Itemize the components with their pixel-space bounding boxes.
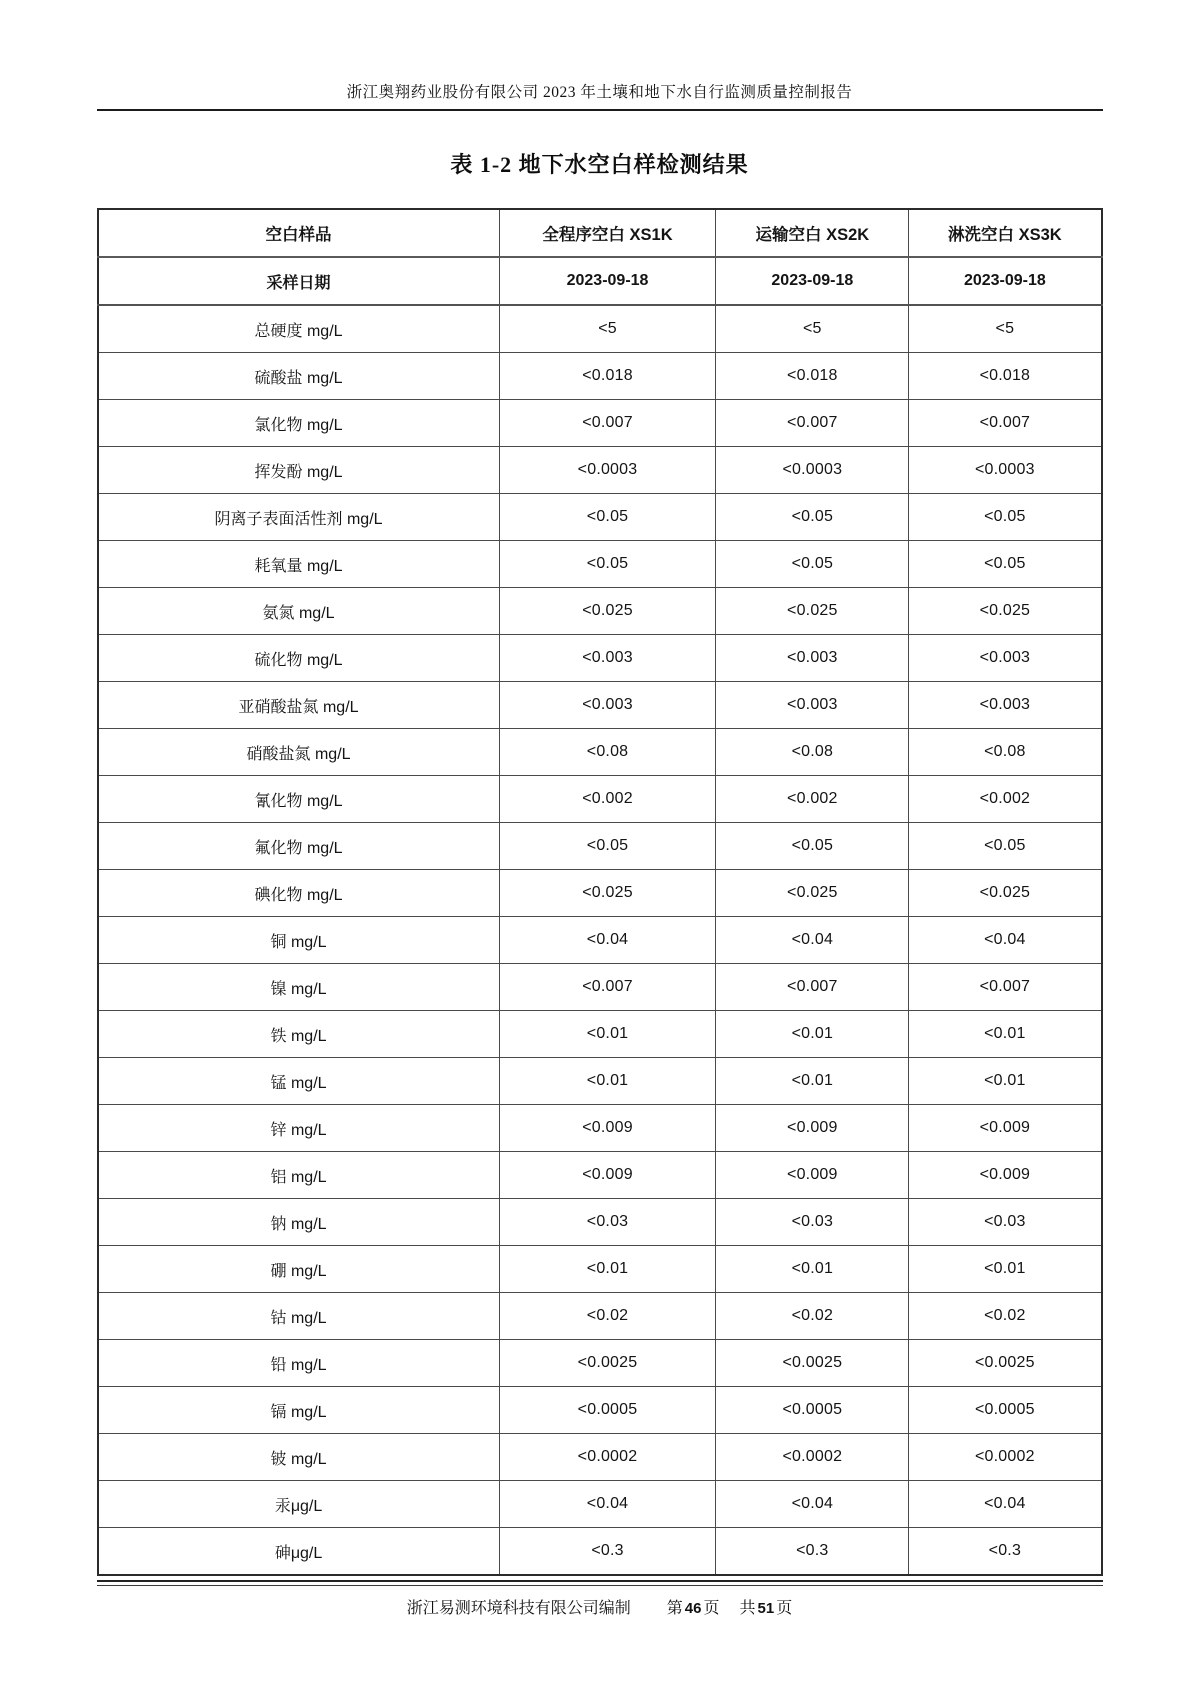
value-cell: <0.003 (909, 635, 1102, 682)
value-cell: <0.007 (499, 400, 716, 447)
footer-page-total: 51 (757, 1600, 775, 1617)
value-cell: <0.3 (716, 1528, 909, 1576)
value-cell: <5 (499, 305, 716, 353)
value-cell: <0.03 (499, 1199, 716, 1246)
table-row (98, 1528, 1102, 1576)
table-row (98, 1481, 1102, 1528)
value-cell: <0.0005 (499, 1387, 716, 1434)
sampling-date-label: 采样日期 (98, 257, 500, 305)
parameter-cell: 氨氮 mg/L (98, 588, 500, 635)
value-cell: <0.0002 (499, 1434, 716, 1481)
table-row (98, 1152, 1102, 1199)
parameter-cell: 耗氧量 mg/L (98, 541, 500, 588)
table-row (98, 1387, 1102, 1434)
value-cell: <0.002 (499, 776, 716, 823)
value-cell: <0.007 (716, 964, 909, 1011)
value-cell: <0.009 (909, 1152, 1102, 1199)
value-cell: <0.002 (909, 776, 1102, 823)
column-header-blank-sample: 空白样品 (98, 209, 500, 257)
value-cell: <0.05 (499, 541, 716, 588)
table-row (98, 400, 1102, 447)
table-row (98, 964, 1102, 1011)
parameter-cell: 镍 mg/L (98, 964, 500, 1011)
document-header (97, 80, 1103, 111)
value-cell: <0.025 (499, 870, 716, 917)
parameter-cell: 镉 mg/L (98, 1387, 500, 1434)
parameter-cell: 硼 mg/L (98, 1246, 500, 1293)
page-footer (97, 1595, 1103, 1618)
value-cell: <0.009 (716, 1152, 909, 1199)
value-cell: <0.08 (909, 729, 1102, 776)
column-header-rinse-blank: 淋洗空白 XS3K (909, 209, 1102, 257)
table-row (98, 1011, 1102, 1058)
value-cell: <0.003 (909, 682, 1102, 729)
table-row (98, 447, 1102, 494)
value-cell: <0.0002 (909, 1434, 1102, 1481)
value-cell: <0.04 (909, 917, 1102, 964)
value-cell: <0.009 (909, 1105, 1102, 1152)
value-cell: <0.007 (909, 400, 1102, 447)
value-cell: <0.003 (499, 682, 716, 729)
report-header-title: 浙江奥翔药业股份有限公司 2023 年土壤和地下水自行监测质量控制报告 (346, 84, 853, 101)
blank-sample-results-table (97, 208, 1103, 1576)
parameter-cell: 锰 mg/L (98, 1058, 500, 1105)
value-cell: <0.025 (909, 588, 1102, 635)
parameter-cell: 挥发酚 mg/L (98, 447, 500, 494)
value-cell: <5 (716, 305, 909, 353)
parameter-cell: 汞μg/L (98, 1481, 500, 1528)
page-content (97, 80, 1103, 1618)
table-row (98, 541, 1102, 588)
value-cell: <0.009 (716, 1105, 909, 1152)
table-row (98, 1340, 1102, 1387)
sampling-date-value: 2023-09-18 (716, 257, 909, 305)
table-row (98, 353, 1102, 400)
table-title: 表 1-2 地下水空白样检测结果 (450, 152, 749, 177)
value-cell: <0.08 (716, 729, 909, 776)
value-cell: <0.01 (499, 1246, 716, 1293)
value-cell: <0.003 (716, 635, 909, 682)
value-cell: <0.01 (499, 1058, 716, 1105)
parameter-cell: 硫酸盐 mg/L (98, 353, 500, 400)
value-cell: <0.01 (716, 1011, 909, 1058)
value-cell: <0.0005 (909, 1387, 1102, 1434)
parameter-cell: 氰化物 mg/L (98, 776, 500, 823)
footer-divider (97, 1580, 1103, 1586)
parameter-cell: 氟化物 mg/L (98, 823, 500, 870)
header-divider (97, 109, 1103, 111)
value-cell: <0.05 (909, 823, 1102, 870)
table-row (98, 1105, 1102, 1152)
table-header-row (98, 209, 1102, 257)
value-cell: <0.01 (716, 1246, 909, 1293)
value-cell: <0.3 (499, 1528, 716, 1576)
table-row (98, 917, 1102, 964)
value-cell: <0.003 (716, 682, 909, 729)
table-row (98, 494, 1102, 541)
parameter-cell: 铅 mg/L (98, 1340, 500, 1387)
value-cell: <0.009 (499, 1105, 716, 1152)
value-cell: <0.025 (499, 588, 716, 635)
value-cell: <0.05 (909, 494, 1102, 541)
parameter-cell: 钠 mg/L (98, 1199, 500, 1246)
parameter-cell: 亚硝酸盐氮 mg/L (98, 682, 500, 729)
table-row (98, 1199, 1102, 1246)
table-row (98, 1293, 1102, 1340)
table-row (98, 776, 1102, 823)
table-row (98, 682, 1102, 729)
table-row (98, 1058, 1102, 1105)
value-cell: <0.3 (909, 1528, 1102, 1576)
value-cell: <0.0003 (909, 447, 1102, 494)
value-cell: <0.01 (909, 1011, 1102, 1058)
value-cell: <0.01 (716, 1058, 909, 1105)
value-cell: <0.02 (909, 1293, 1102, 1340)
sampling-date-value: 2023-09-18 (909, 257, 1102, 305)
value-cell: <0.05 (909, 541, 1102, 588)
value-cell: <0.04 (716, 917, 909, 964)
value-cell: <0.0025 (499, 1340, 716, 1387)
column-header-full-procedure-blank: 全程序空白 XS1K (499, 209, 716, 257)
parameter-cell: 碘化物 mg/L (98, 870, 500, 917)
footer-page-total-label: 共 51 页 (739, 1600, 793, 1617)
value-cell: <0.018 (909, 353, 1102, 400)
table-row (98, 1246, 1102, 1293)
table-row (98, 305, 1102, 353)
value-cell: <0.018 (716, 353, 909, 400)
value-cell: <0.007 (499, 964, 716, 1011)
value-cell: <0.05 (716, 494, 909, 541)
value-cell: <0.03 (909, 1199, 1102, 1246)
value-cell: <0.01 (909, 1246, 1102, 1293)
sampling-date-row (98, 257, 1102, 305)
table-row (98, 635, 1102, 682)
parameter-cell: 氯化物 mg/L (98, 400, 500, 447)
parameter-cell: 锌 mg/L (98, 1105, 500, 1152)
table-row (98, 1434, 1102, 1481)
value-cell: <0.05 (499, 823, 716, 870)
footer-page-label: 第 46 页 (666, 1600, 720, 1617)
parameter-cell: 铝 mg/L (98, 1152, 500, 1199)
sampling-date-value: 2023-09-18 (499, 257, 716, 305)
value-cell: <0.025 (716, 588, 909, 635)
value-cell: <0.0003 (499, 447, 716, 494)
parameter-cell: 铜 mg/L (98, 917, 500, 964)
value-cell: <0.009 (499, 1152, 716, 1199)
value-cell: <0.04 (909, 1481, 1102, 1528)
table-body (98, 305, 1102, 1575)
parameter-cell: 钴 mg/L (98, 1293, 500, 1340)
value-cell: <0.0025 (909, 1340, 1102, 1387)
table-row (98, 823, 1102, 870)
footer-page-current: 46 (684, 1600, 702, 1617)
value-cell: <0.05 (499, 494, 716, 541)
value-cell: <0.05 (716, 823, 909, 870)
value-cell: <0.003 (499, 635, 716, 682)
value-cell: <0.05 (716, 541, 909, 588)
parameter-cell: 硝酸盐氮 mg/L (98, 729, 500, 776)
parameter-cell: 阴离子表面活性剂 mg/L (98, 494, 500, 541)
parameter-cell: 砷μg/L (98, 1528, 500, 1576)
value-cell: <0.002 (716, 776, 909, 823)
parameter-cell: 硫化物 mg/L (98, 635, 500, 682)
parameter-cell: 铍 mg/L (98, 1434, 500, 1481)
table-row (98, 729, 1102, 776)
value-cell: <0.0025 (716, 1340, 909, 1387)
value-cell: <0.04 (499, 1481, 716, 1528)
column-header-transport-blank: 运输空白 XS2K (716, 209, 909, 257)
value-cell: <0.01 (499, 1011, 716, 1058)
value-cell: <5 (909, 305, 1102, 353)
value-cell: <0.08 (499, 729, 716, 776)
value-cell: <0.02 (499, 1293, 716, 1340)
value-cell: <0.018 (499, 353, 716, 400)
parameter-cell: 总硬度 mg/L (98, 305, 500, 353)
footer-company: 浙江易测环境科技有限公司编制 (406, 1600, 631, 1617)
value-cell: <0.025 (716, 870, 909, 917)
table-row (98, 870, 1102, 917)
value-cell: <0.0005 (716, 1387, 909, 1434)
value-cell: <0.04 (716, 1481, 909, 1528)
value-cell: <0.03 (716, 1199, 909, 1246)
parameter-cell: 铁 mg/L (98, 1011, 500, 1058)
value-cell: <0.04 (499, 917, 716, 964)
value-cell: <0.007 (909, 964, 1102, 1011)
value-cell: <0.007 (716, 400, 909, 447)
value-cell: <0.0003 (716, 447, 909, 494)
value-cell: <0.02 (716, 1293, 909, 1340)
value-cell: <0.025 (909, 870, 1102, 917)
value-cell: <0.0002 (716, 1434, 909, 1481)
value-cell: <0.01 (909, 1058, 1102, 1105)
table-row (98, 588, 1102, 635)
